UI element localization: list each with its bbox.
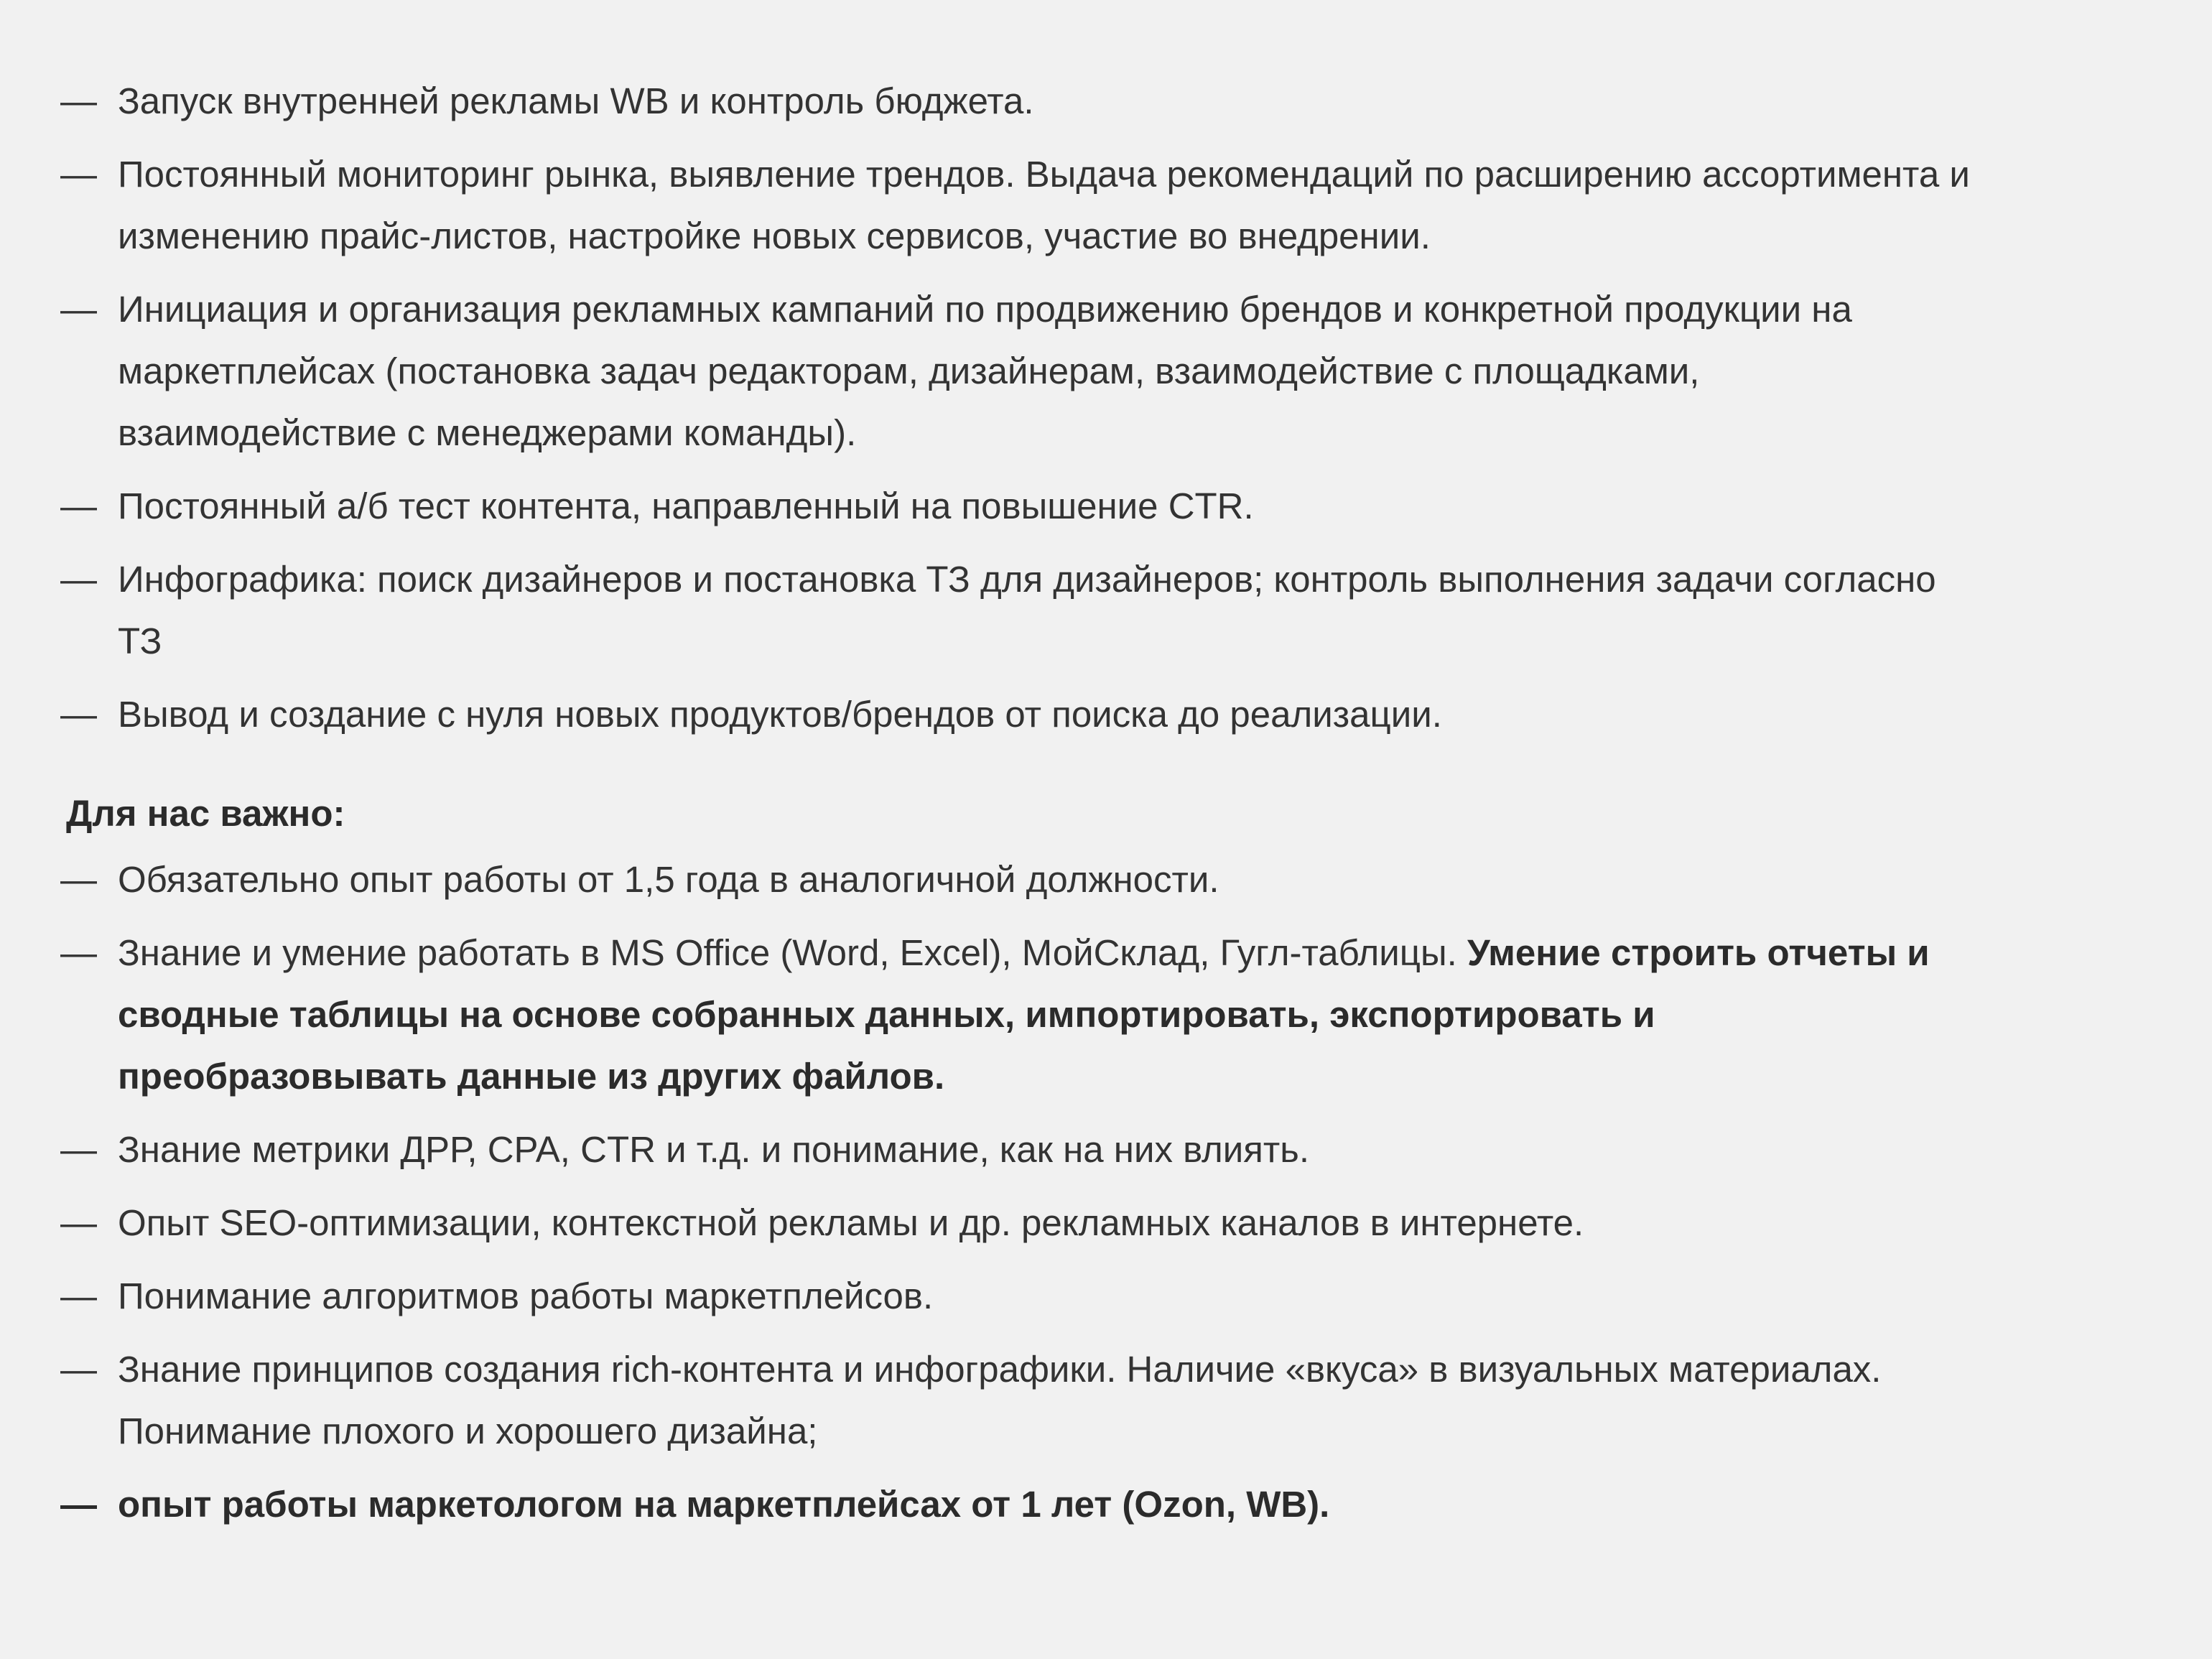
list-item	[0, 1192, 1978, 1254]
list-item-text: Обязательно опыт работы от 1,5 года в аналогичной должности.	[118, 859, 1219, 900]
requirements-list	[0, 849, 2212, 1535]
list-item	[0, 475, 1978, 537]
list-item-text: опыт работы маркетологом на маркетплейсах от 1 лет (Ozon, WB).	[118, 1484, 1330, 1525]
dash-bullet: —	[60, 559, 97, 600]
dash-bullet: —	[60, 154, 97, 195]
dash-bullet: —	[60, 1275, 97, 1316]
list-item-text: Знание принципов создания rich-контента и инфографики. Наличие «вкуса» в визуальных материалах. Понимание плохого и хорошего дизайна;	[118, 1349, 1882, 1451]
list-item-text: Знание метрики ДРР, CPA, CTR и т.д. и понимание, как на них влиять.	[118, 1129, 1309, 1170]
requirements-heading: Для нас важно:	[66, 793, 345, 834]
list-item-text: Постоянный а/б тест контента, направленный на повышение CTR.	[118, 485, 1254, 526]
list-item	[0, 549, 1978, 672]
dash-bullet: —	[60, 1129, 97, 1170]
list-item	[0, 849, 1978, 911]
list-item-text: Понимание алгоритмов работы маркетплейсов.	[118, 1275, 934, 1316]
list-item	[0, 279, 1978, 464]
list-item	[0, 70, 1978, 132]
list-item	[0, 144, 1978, 267]
list-item-text: Инфографика: поиск дизайнеров и постановка ТЗ для дизайнеров; контроль выполнения задачи согласно ТЗ	[118, 559, 1936, 661]
list-item	[0, 1265, 1978, 1327]
responsibilities-list	[0, 70, 2212, 745]
list-item	[0, 1119, 1978, 1181]
list-item-text: Запуск внутренней рекламы WB и контроль бюджета.	[118, 80, 1034, 121]
list-item-text: Вывод и создание с нуля новых продуктов/брендов от поиска до реализации.	[118, 694, 1442, 735]
dash-bullet: —	[60, 1349, 97, 1390]
dash-bullet: —	[60, 1202, 97, 1243]
list-item-text: Постоянный мониторинг рынка, выявление трендов. Выдача рекомендаций по расширению ассортимента и изменению прайс-листов, настройке новых сервисов, участие во внедрении.	[118, 154, 1970, 256]
list-item-text: Опыт SEO-оптимизации, контекстной рекламы и др. рекламных каналов в интернете.	[118, 1202, 1584, 1243]
list-item	[0, 1339, 1978, 1462]
dash-bullet: —	[60, 932, 97, 973]
list-item	[0, 1474, 1978, 1535]
list-item-emphasis: Умение строить отчеты и сводные таблицы на основе собранных данных, импортировать, экспортировать и преобразовывать данные из других файлов.	[118, 932, 1930, 1097]
dash-bullet: —	[60, 485, 97, 526]
list-item	[0, 684, 1978, 745]
dash-bullet: —	[60, 80, 97, 121]
dash-bullet: —	[60, 289, 97, 330]
dash-bullet: —	[60, 859, 97, 900]
list-item	[0, 922, 1978, 1107]
list-item-text: Знание и умение работать в MS Office (Word, Excel), МойСклад, Гугл-таблицы.	[118, 932, 1457, 973]
dash-bullet: —	[60, 1484, 97, 1525]
list-item-text: Инициация и организация рекламных кампаний по продвижению брендов и конкретной продукции на маркетплейсах (постановка задач редакторам, дизайнерам, взаимодействие с площадками, взаимодействие с менеджерами команды).	[118, 289, 1852, 453]
dash-bullet: —	[60, 694, 97, 735]
